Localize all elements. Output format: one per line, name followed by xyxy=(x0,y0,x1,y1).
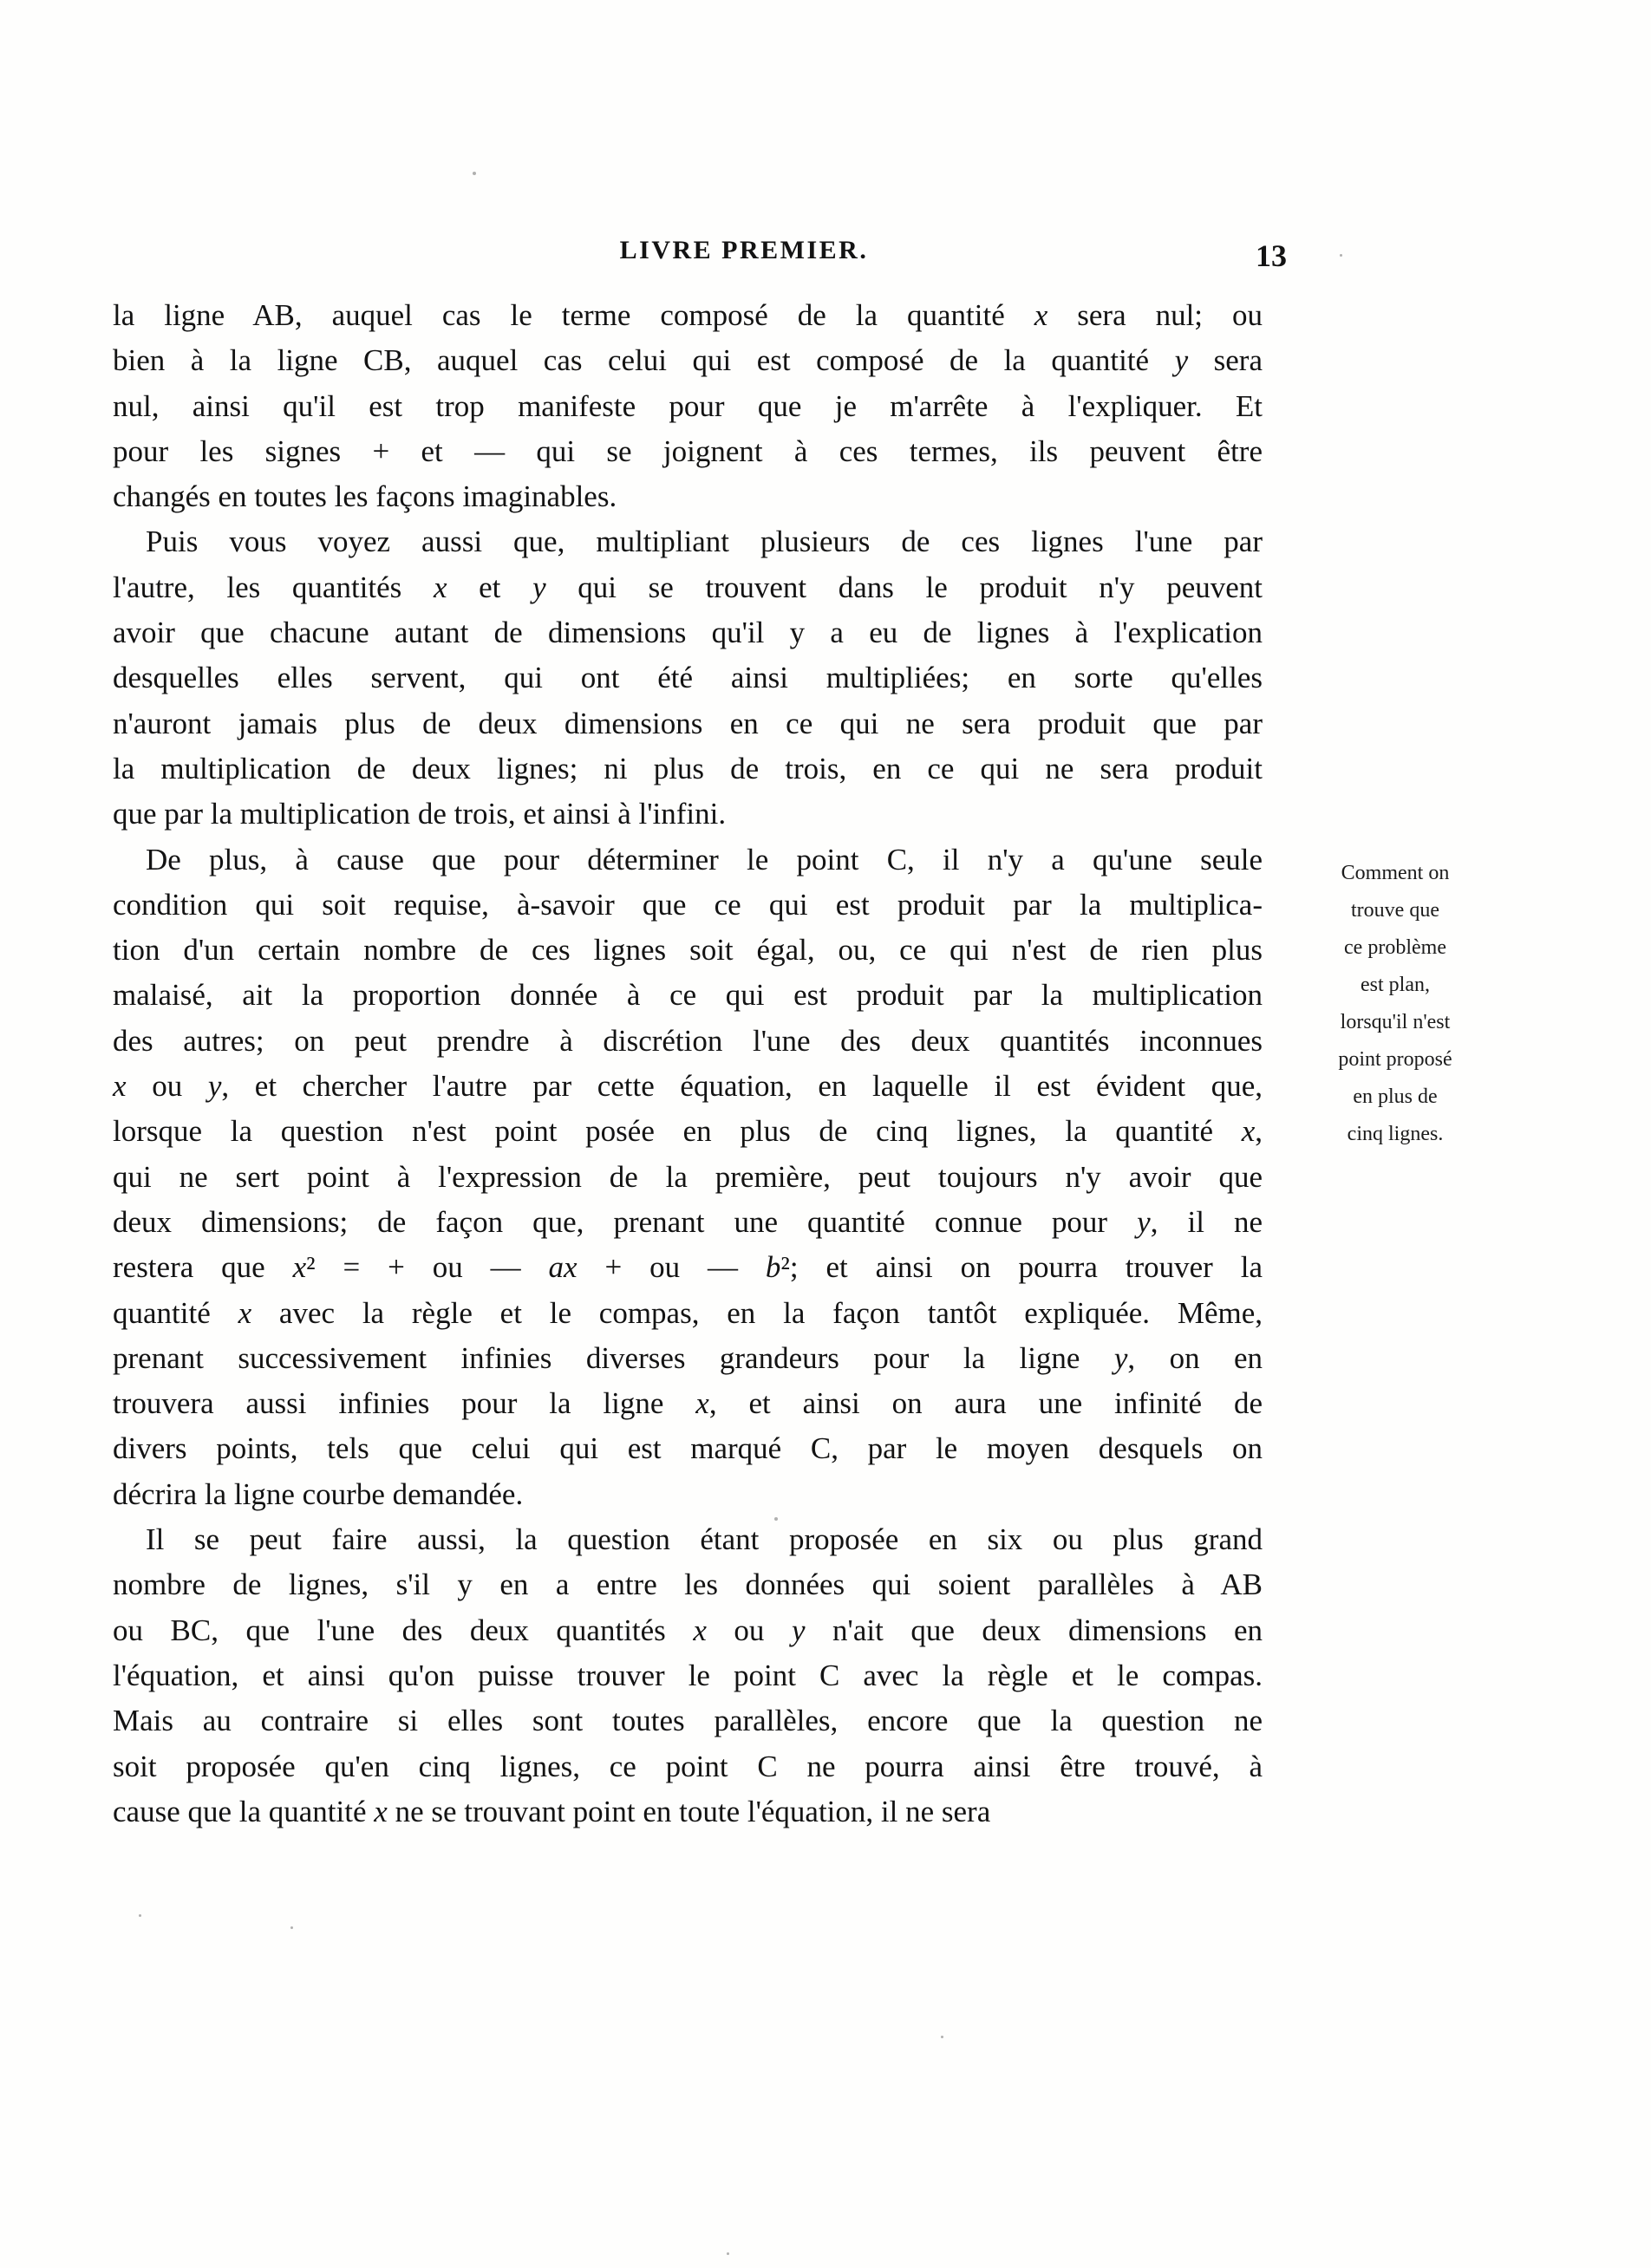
text-line: Mais au contraire si elles sont toutes parallèles, encore que la question ne xyxy=(113,1704,1263,1738)
text-line: lorsque la question n'est point posée en plus de cinq lignes, la quantité x, xyxy=(113,1114,1263,1149)
margin-note-line: en plus de xyxy=(1353,1085,1438,1108)
margin-note-line: est plan, xyxy=(1361,974,1430,996)
text-line: la ligne AB, auquel cas le terme composé de la quantité x sera nul; ou xyxy=(113,298,1263,332)
running-header xyxy=(0,236,1651,274)
scan-speck xyxy=(473,172,476,175)
text-line: Puis vous voyez aussi que, multipliant plusieurs de ces lignes l'une par xyxy=(146,525,1263,559)
text-line: tion d'un certain nombre de ces lignes soit égal, ou, ce qui n'est de rien plus xyxy=(113,933,1263,968)
text-line: desquelles elles servent, qui ont été ainsi multipliées; en sorte qu'elles xyxy=(113,661,1263,695)
text-line: l'équation, et ainsi qu'on puisse trouver le point C avec la règle et le compas. xyxy=(113,1658,1263,1692)
margin-note-line: lorsqu'il n'est xyxy=(1340,1011,1451,1033)
text-line: trouvera aussi infinies pour la ligne x, et ainsi on aura une infinité de xyxy=(113,1386,1263,1421)
text-line: avoir que chacune autant de dimensions qu'il y a eu de lignes à l'explication xyxy=(113,616,1263,650)
margin-note-line: ce problème xyxy=(1344,936,1446,959)
scan-speck xyxy=(290,1926,293,1929)
margin-note-line: cinq lignes. xyxy=(1347,1123,1444,1145)
text-line: divers points, tels que celui qui est marqué C, par le moyen desquels on xyxy=(113,1431,1263,1466)
text-line: décrira la ligne courbe demandée. xyxy=(113,1476,524,1511)
scan-speck xyxy=(774,1517,778,1521)
text-line: quantité x avec la règle et le compas, en la façon tantôt expliquée. Même, xyxy=(113,1295,1263,1330)
scan-speck xyxy=(139,1914,141,1917)
margin-note-line: point proposé xyxy=(1338,1048,1452,1071)
text-line: prenant successivement infinies diverses grandeurs pour la ligne y, on en xyxy=(113,1340,1263,1375)
text-line: que par la multiplication de trois, et ainsi à l'infini. xyxy=(113,797,727,831)
margin-note-line: trouve que xyxy=(1351,899,1439,922)
text-line: restera que x² = + ou — ax + ou — b²; et ainsi on pourra trouver la xyxy=(113,1250,1263,1285)
text-line: ou BC, que l'une des deux quantités x ou y n'ait que deux dimensions en xyxy=(113,1613,1263,1647)
text-line: cause que la quantité x ne se trouvant point en toute l'équation, il ne sera xyxy=(113,1794,991,1828)
text-line: la multiplication de deux lignes; ni plus de trois, en ce qui ne sera produit xyxy=(113,751,1263,785)
text-line: pour les signes + et — qui se joignent à ces termes, ils peuvent être xyxy=(113,433,1263,468)
scan-speck xyxy=(1340,254,1342,257)
text-line: l'autre, les quantités x et y qui se trouvent dans le produit n'y peuvent xyxy=(113,570,1263,604)
text-line: qui ne sert point à l'expression de la première, peut toujours n'y avoir que xyxy=(113,1159,1263,1194)
text-block xyxy=(113,293,1263,1835)
page-title: LIVRE PREMIER. xyxy=(619,236,869,264)
margin-note-line: Comment on xyxy=(1341,862,1450,884)
scan-speck xyxy=(941,2036,943,2038)
text-line: Il se peut faire aussi, la question étant proposée en six ou plus grand xyxy=(146,1522,1263,1557)
text-line: malaisé, ait la proportion donnée à ce qui est produit par la multiplication xyxy=(113,978,1263,1013)
text-line: deux dimensions; de façon que, prenant une quantité connue pour y, il ne xyxy=(113,1204,1263,1239)
margin-note xyxy=(1294,855,1497,1153)
text-line: bien à la ligne CB, auquel cas celui qui est composé de la quantité y sera xyxy=(113,343,1263,378)
text-line: condition qui soit requise, à-savoir que ce qui est produit par la multiplica- xyxy=(113,887,1263,922)
text-line: x ou y, et chercher l'autre par cette équation, en laquelle il est évident que, xyxy=(113,1069,1263,1104)
text-line: De plus, à cause que pour déterminer le point C, il n'y a qu'une seule xyxy=(146,842,1263,877)
page-number: 13 xyxy=(1256,238,1287,273)
text-line: nul, ainsi qu'il est trop manifeste pour que je m'arrête à l'expliquer. Et xyxy=(113,388,1263,423)
scan-speck xyxy=(727,2252,729,2255)
text-line: nombre de lignes, s'il y en a entre les données qui soient parallèles à AB xyxy=(113,1567,1263,1602)
text-line: changés en toutes les façons imaginables. xyxy=(113,479,617,514)
text-line: des autres; on peut prendre à discrétion l'une des deux quantités inconnues xyxy=(113,1023,1263,1058)
text-line: n'auront jamais plus de deux dimensions en ce qui ne sera produit que par xyxy=(113,706,1263,740)
text-line: soit proposée qu'en cinq lignes, ce point C ne pourra ainsi être trouvé, à xyxy=(113,1749,1263,1783)
